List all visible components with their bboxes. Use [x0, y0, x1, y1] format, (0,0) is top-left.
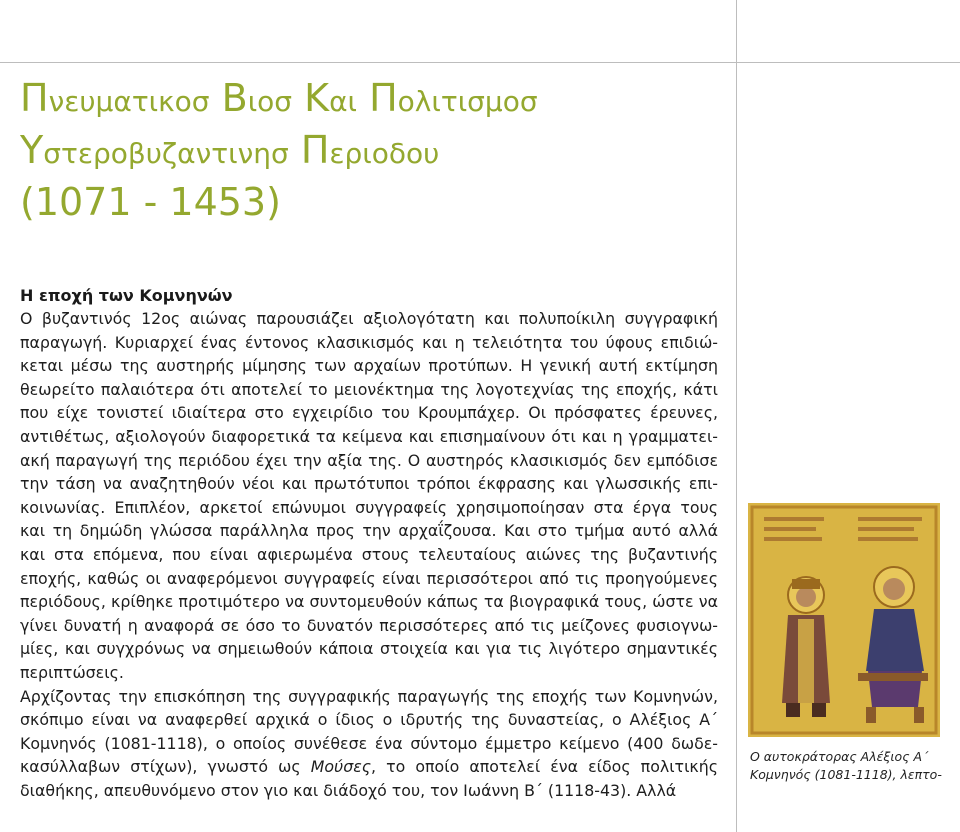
- body-line: και στα επόμενα, που είναι αφιερωμένα στους τελευταίους αιώνες της βυζαντινής: [20, 544, 718, 564]
- icon-painting: [748, 503, 940, 737]
- title-line-3: (1071 - 1453): [20, 180, 281, 224]
- body-line: την τάση να αναζητηθούν νέοι και πρωτότυποι τρόποι έκφρασης και γλωσσικής επι-: [20, 474, 718, 494]
- body-line: και τη δημώδη γλώσσα παράλληλα προς την αρχαΐζουσα. Και στο τμήμα αυτό αλλά: [20, 521, 718, 541]
- body-line: γίνει δυνατή η αναφορά σε όσο το δυνατόν περισσότερες από τις μείζονες φυσιογνω-: [20, 615, 718, 635]
- top-divider: [0, 62, 960, 63]
- byzantine-icon-illustration: [748, 503, 940, 737]
- section-heading: Η εποχή των Κομνηνών: [20, 286, 233, 305]
- page-title: [20, 74, 720, 227]
- body-line: παραγωγή. Κυριαρχεί ένας έντονος κλασικισμός και η τελειότητα του ύφους επιδιώ-: [20, 332, 718, 352]
- body-line: μίες, και συγχρόνως να σημειωθούν κάποια στοιχεία και για τις λιγότερο σημαντικές: [20, 639, 718, 659]
- caption-line: Κομνηνός (1081-1118), λεπτο-: [750, 767, 942, 782]
- title-line-2: Υστεροβυζαντινησ Περιοδου: [20, 128, 440, 172]
- body-line: διαθήκης, απευθυνόμενο στον γιο και διάδοχό του, τον Ιωάννη Β΄ (1118-43). Αλλά: [20, 780, 677, 800]
- margin-divider: [736, 0, 737, 832]
- body-line: Αρχίζοντας την επισκόπηση της συγγραφικής παραγωγής της εποχής των Κομνηνών,: [20, 686, 718, 706]
- figure-caption: [750, 748, 955, 784]
- body-line: κοινωνίας. Επιπλέον, αρκετοί επώνυμοι συγγραφείς χρησιμοποίησαν στα έργα τους: [20, 497, 718, 517]
- body-line: εποχής, καθώς οι αναφερόμενοι συγγραφείς είναι περισσότεροι από τις προηγούμενες: [20, 568, 718, 588]
- body-line: που είχε τονιστεί ιδιαίτερα στο εγχειρίδιο του Κρουμπάχερ. Οι πρόσφατες έρευνες,: [20, 403, 718, 423]
- title-line-1: Πνευματικοσ Βιοσ Και Πολιτισμοσ: [20, 76, 538, 120]
- body-line: κεται μέσω της αυστηρής μίμησης των αρχαίων προτύπων. Η γενική αυτή εκτίμηση: [20, 356, 718, 376]
- body-line: αντιθέτως, αξιολογούν διαφορετικά τα κείμενα και επισημαίνουν ότι και η γραμματει-: [20, 426, 718, 446]
- body-line: Ο βυζαντινός 12ος αιώνας παρουσιάζει αξιολογότατη και πολυποίκιλη συγγραφική: [20, 309, 718, 328]
- body-line: κασύλλαβων στίχων), γνωστό ως Μούσες, το οποίο αποτελεί ένα είδος πολιτικής: [20, 757, 719, 777]
- body-line: Κομνηνός (1081-1118), ο οποίος συνέθεσε ένα σύντομο έμμετρο κείμενο (400 δωδε-: [20, 733, 718, 753]
- body-line: περιόδους, κρίθηκε προτιμότερο να συντομευθούν κάπως τα βιογραφικά τους, ώστε να: [20, 592, 718, 612]
- body-line: ακή παραγωγή της περιόδου έχει την αξία της. Ο αυστηρός κλασικισμός δεν εμπόδισε: [20, 450, 718, 470]
- body-line: περιπτώσεις.: [20, 662, 124, 682]
- body-line: θεωρείτο παλαιότερα ότι αποτελεί το μειονέκτημα της λογοτεχνίας της εποχής, κάτι: [20, 379, 718, 399]
- body-line: σκόπιμο είναι να αναφερθεί αρχικά ο ίδιος ο ιδρυτής της δυναστείας, ο Αλέξιος Α΄: [20, 710, 718, 730]
- body-text: [20, 307, 718, 802]
- caption-line: Ο αυτοκράτορας Αλέξιος Α΄: [750, 749, 929, 764]
